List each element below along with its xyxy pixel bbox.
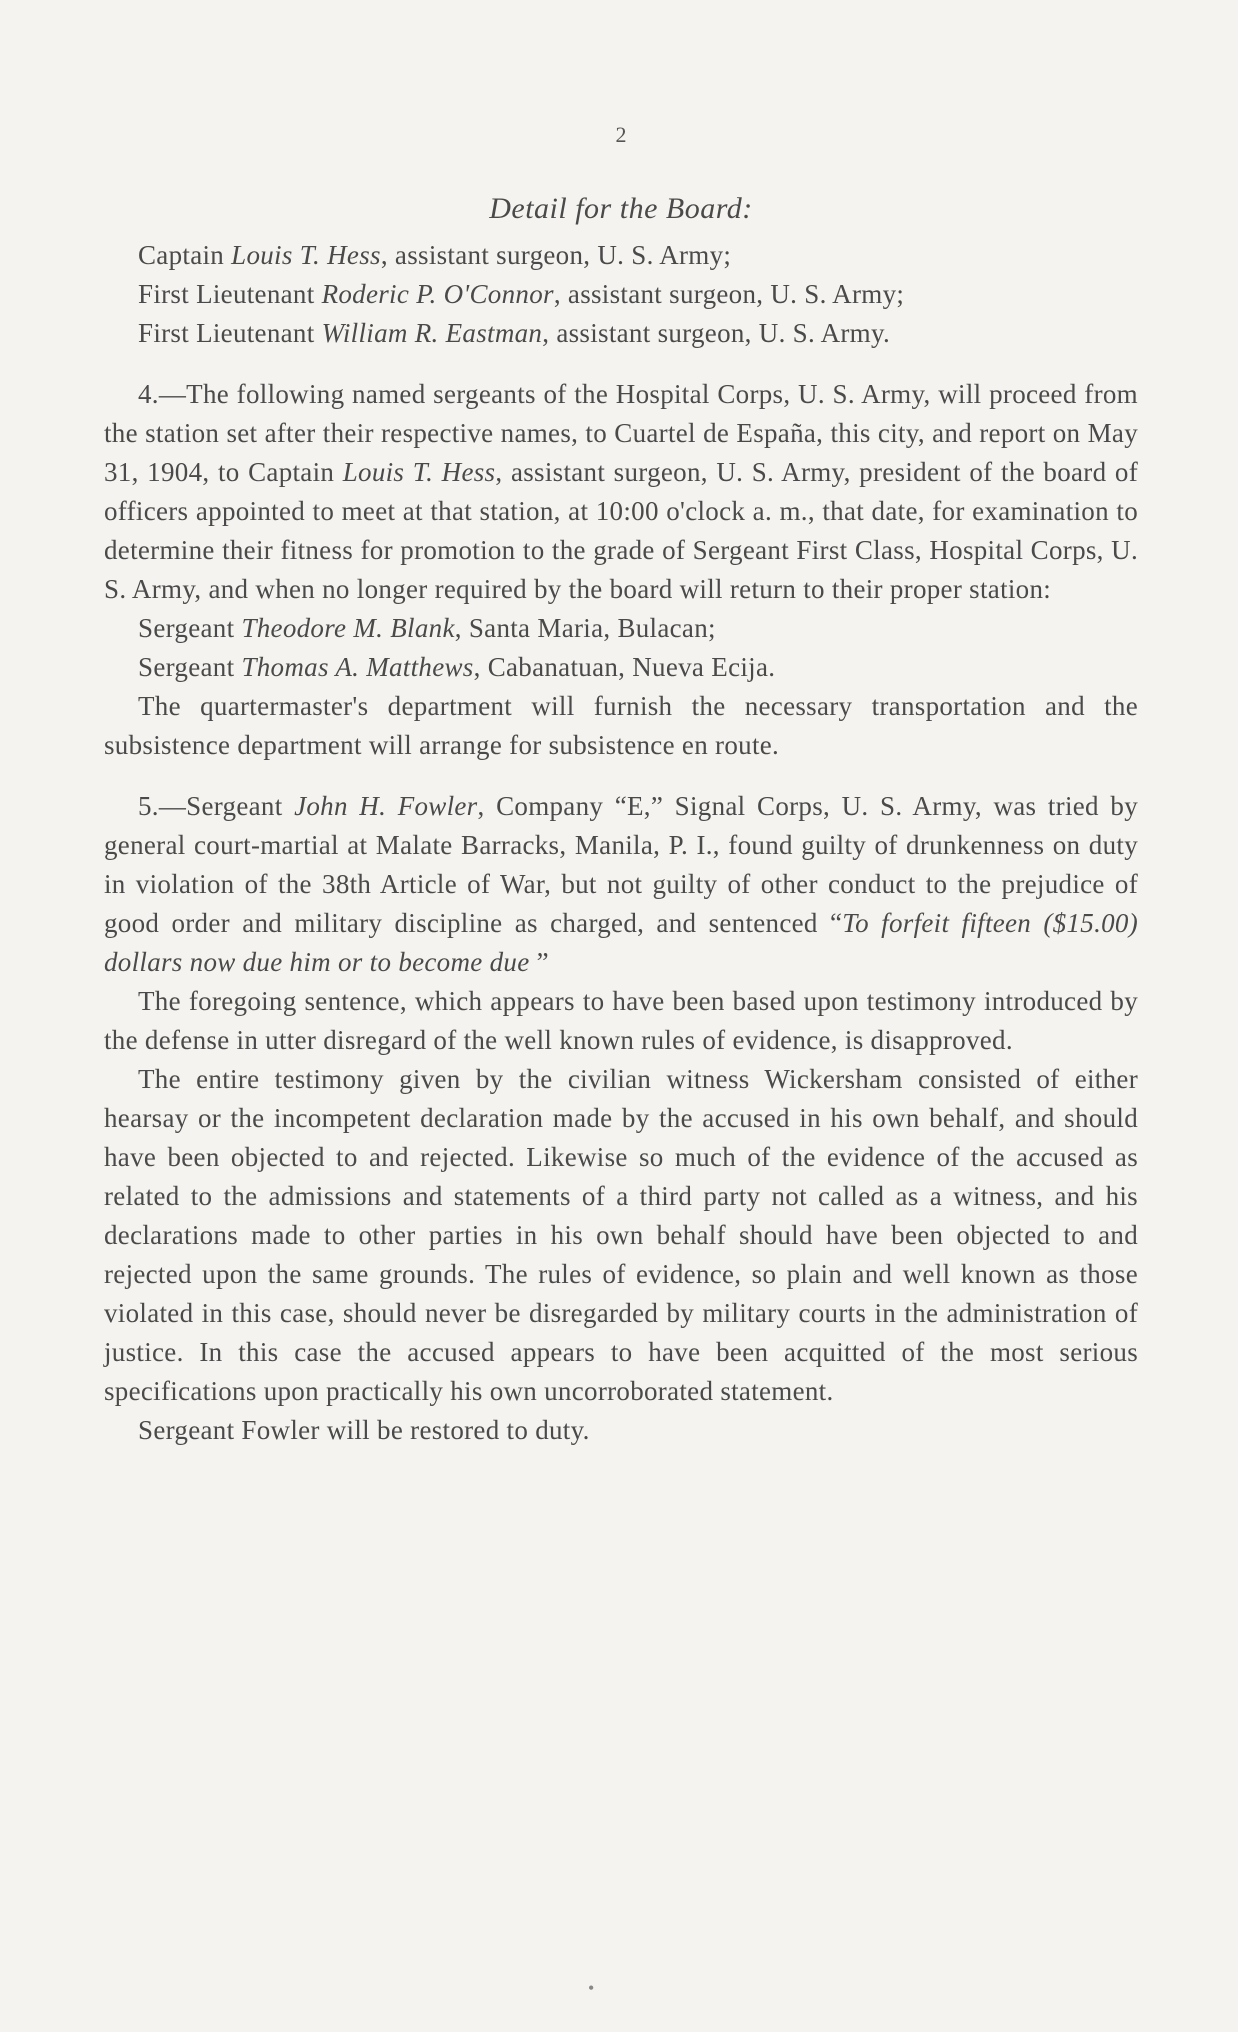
sentence-text: To forfeit fifteen ($15.00) dollars now due him or to become due — [104, 908, 1139, 977]
footer-mark: • — [588, 1978, 595, 1998]
section-heading: Detail for the Board: — [489, 192, 753, 225]
officer-name: Roderic P. O'Connor — [321, 279, 554, 309]
sergeant-1: Sergeant Theodore M. Blank, Santa Maria, Bulacan; — [138, 613, 716, 643]
disapproval-paragraph: The foregoing sentence, which appears to have been based upon testimony introduced by the defense in utter disregard of the well known rules of evidence, is disapproved. — [104, 986, 1138, 1055]
sergeant-name: Theodore M. Blank — [241, 613, 455, 643]
sergeant-name: John H. Fowler — [294, 791, 478, 821]
transport-note: The quartermaster's department will furnish the necessary transportation and the subsistence department will arrange for subsistence en route. — [104, 691, 1138, 760]
sergeant-2: Sergeant Thomas A. Matthews, Cabanatuan, Nueva Ecija. — [138, 652, 776, 682]
paragraph-5: 5.—Sergeant John H. Fowler, Company “E,” Signal Corps, U. S. Army, was tried by general court-martial at Malate Barracks, Manila, P. I., found guilty of drunkenness on duty in violation of the 38th Article of War, but not guilty of other conduct to the prejudice of good order and military discipline as charged, and sentenced “To forfeit fifteen ($15.00) dollars now due him or to become due ” — [104, 791, 1139, 977]
officer-name: Louis T. Hess — [342, 457, 496, 487]
officer-name: William R. Eastman — [321, 318, 543, 348]
restoration-paragraph: Sergeant Fowler will be restored to duty. — [138, 1415, 590, 1445]
board-member-3: First Lieutenant William R. Eastman, assistant surgeon, U. S. Army. — [138, 318, 891, 348]
paragraph-4: 4.—The following named sergeants of the Hospital Corps, U. S. Army, will proceed from the station set after their respective names, to Cuartel de España, this city, and report on May 31, 1904, to Captain Louis T. Hess, assistant surgeon, U. S. Army, president of the board of officers appointed to meet at that station, at 10:00 o'clock a. m., that date, for examination to determine their fitness for promotion to the grade of Sergeant First Class, Hospital Corps, U. S. Army, and when no longer required by the board will return to their proper station: — [104, 379, 1139, 604]
testimony-paragraph: The entire testimony given by the civilian witness Wickersham consisted of either hearsay or the incompetent declaration made by the accused in his own behalf, and should have been objected to and rejected. Likewise so much of the evidence of the accused as related to the admissions and statements of a third party not called as a witness, and his declarations made to other parties in his own behalf should have been objected to and rejected upon the same grounds. The rules of evidence, so plain and well known as those violated in this case, should never be disregarded by military courts in the administration of justice. In this case the accused appears to have been acquitted of the most serious specifications upon practically his own uncorroborated statement. — [104, 1064, 1138, 1406]
officer-name: Louis T. Hess — [231, 240, 381, 270]
page-number: 2 — [615, 122, 627, 147]
board-member-1: Captain Louis T. Hess, assistant surgeon, U. S. Army; — [138, 240, 732, 270]
board-member-2: First Lieutenant Roderic P. O'Connor, assistant surgeon, U. S. Army; — [138, 279, 905, 309]
sergeant-name: Thomas A. Matthews — [241, 652, 474, 682]
